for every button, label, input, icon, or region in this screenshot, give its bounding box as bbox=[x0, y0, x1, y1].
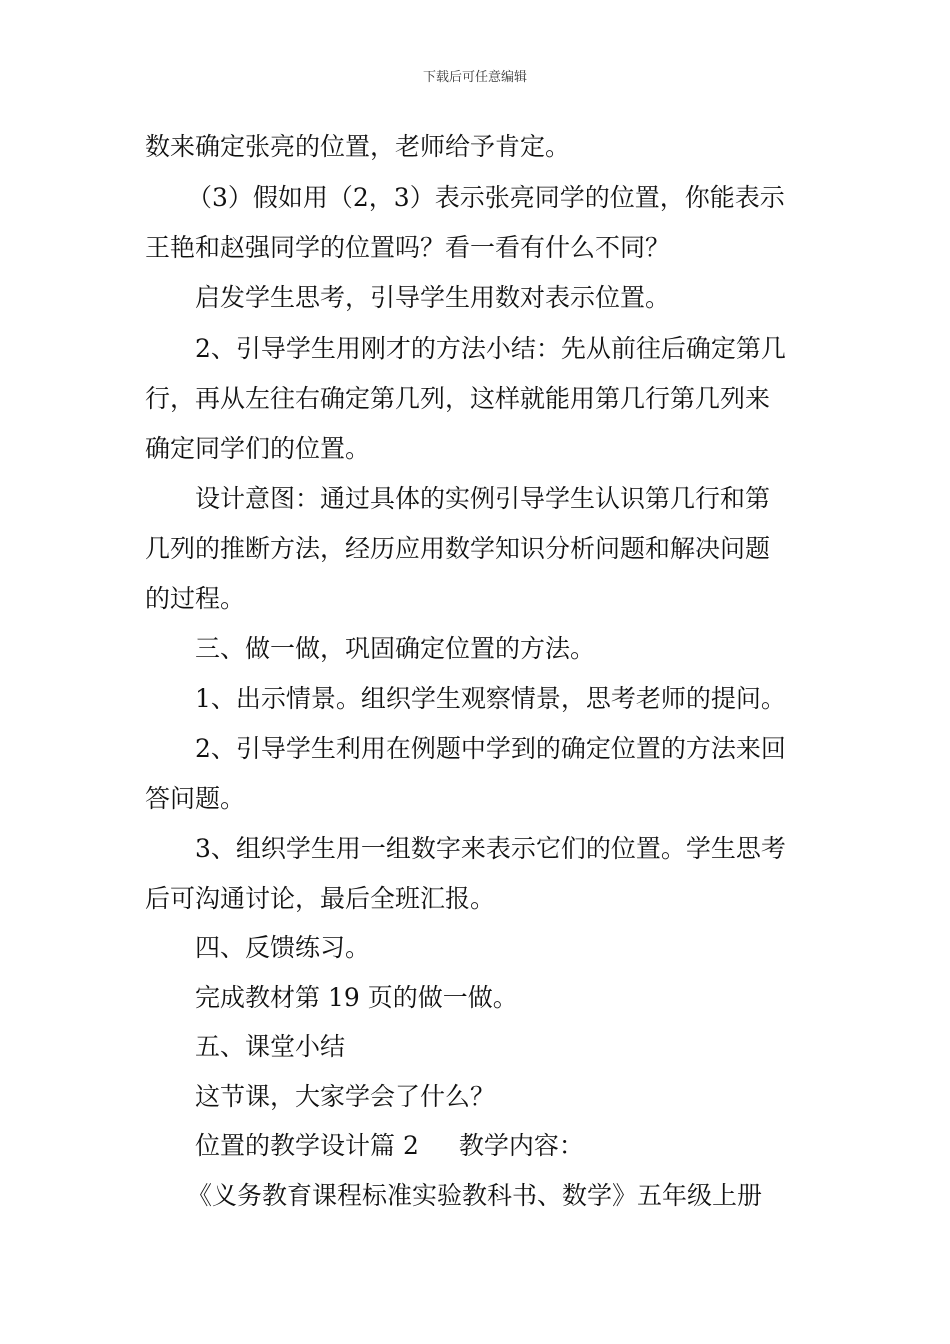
paragraph-line: 几列的推断方法，经历应用数学知识分析问题和解决问题 bbox=[145, 534, 771, 563]
paragraph-line: 《义务教育课程标准实验教科书、数学》五年级上册 bbox=[187, 1181, 763, 1210]
paragraph-line: 2、引导学生利用在例题中学到的确定位置的方法来回 bbox=[195, 734, 786, 763]
paragraph-line: 行，再从左往右确定第几列，这样就能用第几行第几列来 bbox=[145, 384, 771, 413]
paragraph-line: 的过程。 bbox=[145, 584, 246, 613]
paragraph-line: 这节课，大家学会了什么？ bbox=[195, 1082, 496, 1111]
lesson-title-line bbox=[195, 1130, 584, 1162]
paragraph-line: 王艳和赵强同学的位置吗？看一看有什么不同？ bbox=[145, 233, 671, 262]
paragraph-line: 1、出示情景。组织学生观察情景，思考老师的提问。 bbox=[195, 684, 786, 713]
section-heading: 三、做一做，巩固确定位置的方法。 bbox=[195, 634, 596, 663]
paragraph-line: 确定同学们的位置。 bbox=[145, 434, 371, 463]
page-header: 下载后可任意编辑 bbox=[422, 70, 527, 85]
paragraph-line: 数来确定张亮的位置，老师给予肯定。 bbox=[145, 132, 571, 161]
paragraph-line: 启发学生思考，引导学生用数对表示位置。 bbox=[195, 283, 671, 312]
paragraph-line: 2、引导学生用刚才的方法小结：先从前往后确定第几 bbox=[195, 334, 786, 363]
paragraph-line: 设计意图：通过具体的实例引导学生认识第几行和第 bbox=[195, 484, 771, 513]
section-heading: 四、反馈练习。 bbox=[195, 933, 371, 962]
section-heading: 五、课堂小结 bbox=[195, 1032, 346, 1061]
paragraph-line: 答问题。 bbox=[145, 784, 246, 813]
paragraph-line: 完成教材第 19 页的做一做。 bbox=[195, 983, 518, 1012]
paragraph-line: 后可沟通讨论，最后全班汇报。 bbox=[145, 884, 496, 913]
lesson-content-label: 教学内容： bbox=[458, 1131, 584, 1160]
paragraph-line: 3、组织学生用一组数字来表示它们的位置。学生思考 bbox=[195, 834, 786, 863]
paragraph-line: （3）假如用（2，3）表示张亮同学的位置，你能表示 bbox=[187, 183, 785, 212]
lesson-title: 位置的教学设计篇 2 bbox=[195, 1131, 419, 1160]
